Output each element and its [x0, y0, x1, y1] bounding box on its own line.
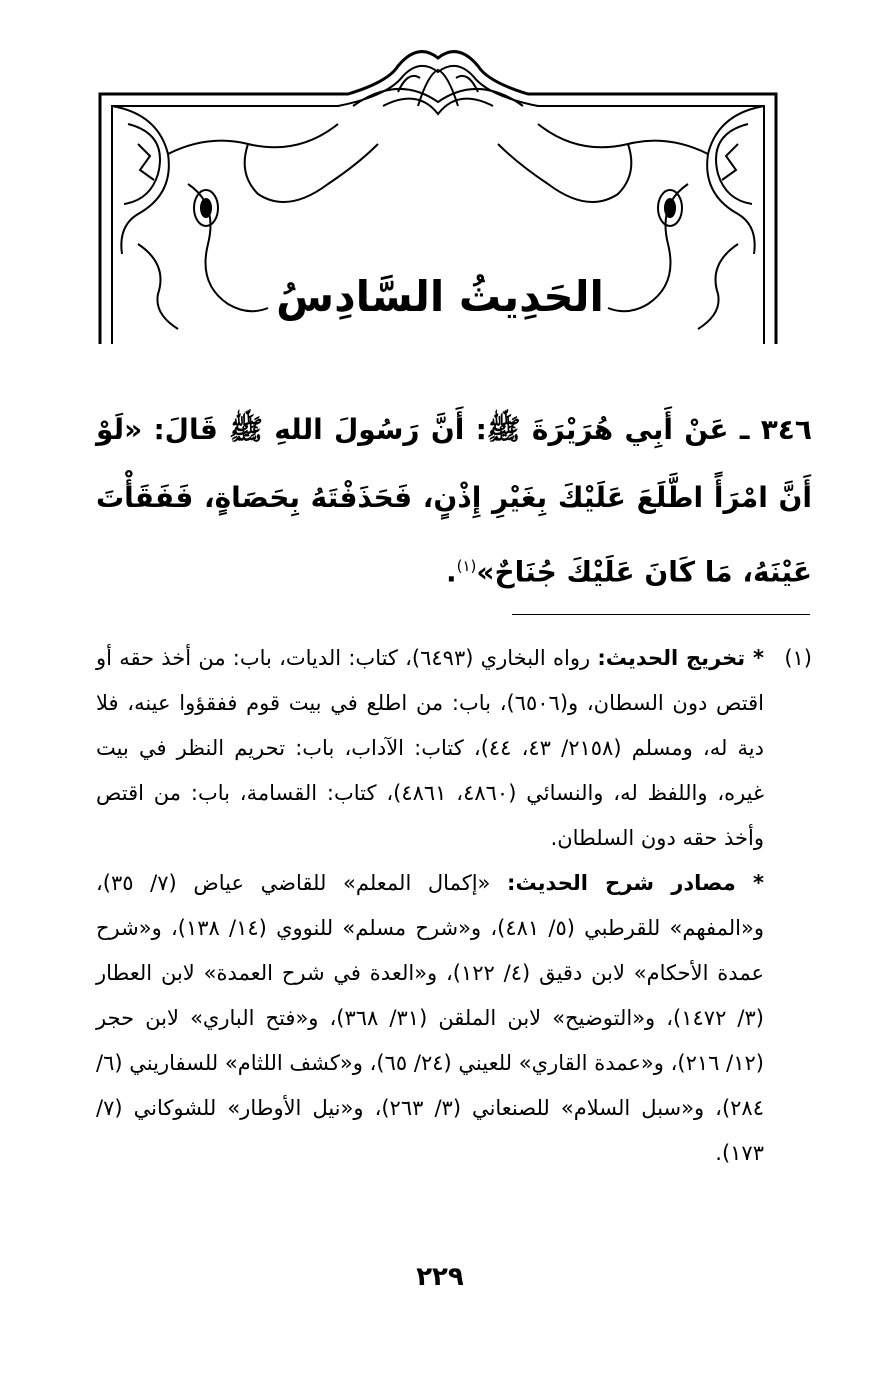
footnotes-section: [96, 636, 812, 1176]
footnote-reference[interactable]: (١): [456, 557, 477, 575]
footnote-body: [96, 636, 764, 1176]
hadith-text-block: [96, 396, 812, 606]
hadith-text: ٣٤٦ ـ عَنْ أَبِي هُرَيْرَةَ ﷺ: أَنَّ رَسُولَ اللهِ ﷺ قَالَ: «لَوْ أَنَّ امْرَأً اطَّلَعَ عَلَيْكَ بِغَيْرِ إِذْنٍ، فَحَذَفْتَهُ بِحَصَاةٍ، فَفَقَأْتَ عَيْنَهُ، مَا كَانَ عَلَيْكَ جُنَاحٌ»: [96, 413, 812, 589]
takhrij-paragraph: [96, 636, 764, 861]
page-number: ٢٢٩: [416, 1262, 464, 1292]
takhrij-heading: * تخريج الحديث:: [597, 646, 764, 670]
footnote-item: [96, 636, 812, 1176]
sources-text: «إكمال المعلم» للقاضي عياض (٧/ ٣٥)، و«المفهم» للقرطبي (٥/ ٤٨١)، و«شرح مسلم» للنووي (١٤/ ١٣٨)، و«شرح عمدة الأحكام» لابن دقيق (٤/ ١٢٢)، و«العدة في شرح العمدة» لابن العطار (٣/ ١٤٧٢)، و«التوضيح» لابن الملقن (٣١/ ٣٦٨)، و«فتح الباري» لابن حجر (١٢/ ٢١٦)، و«عمدة القاري» للعيني (٢٤/ ٦٥)، و«كشف اللثام» للسفاريني (٦/ ٢٨٤)، و«سبل السلام» للصنعاني (٣/ ٢٦٣)، و«نيل الأوطار» للشوكاني (٧/ ١٧٣).: [96, 871, 765, 1165]
footnote-separator: [512, 614, 810, 615]
takhrij-text: رواه البخاري (٦٤٩٣)، كتاب: الديات، باب: من أخذ حقه أو اقتص دون السطان، و(٦٥٠٦)، باب: من اطلع في بيت قوم ففقؤوا عينه، فلا دية له، ومسلم (٢١٥٨/ ٤٣، ٤٤)، كتاب: الآداب، باب: تحريم النظر في بيت غيره، واللفظ له، والنسائي (٤٨٦٠، ٤٨٦١)، كتاب: القسامة، باب: من اقتص وأخذ حقه دون السلطان.: [96, 646, 765, 850]
sources-paragraph: [96, 861, 764, 1176]
sources-heading: * مصادر شرح الحديث:: [507, 871, 764, 895]
hadith-end-mark: .: [445, 555, 457, 589]
footnote-number: (١): [784, 646, 812, 670]
chapter-title: الحَدِيثُ السَّادِسُ: [276, 272, 604, 321]
